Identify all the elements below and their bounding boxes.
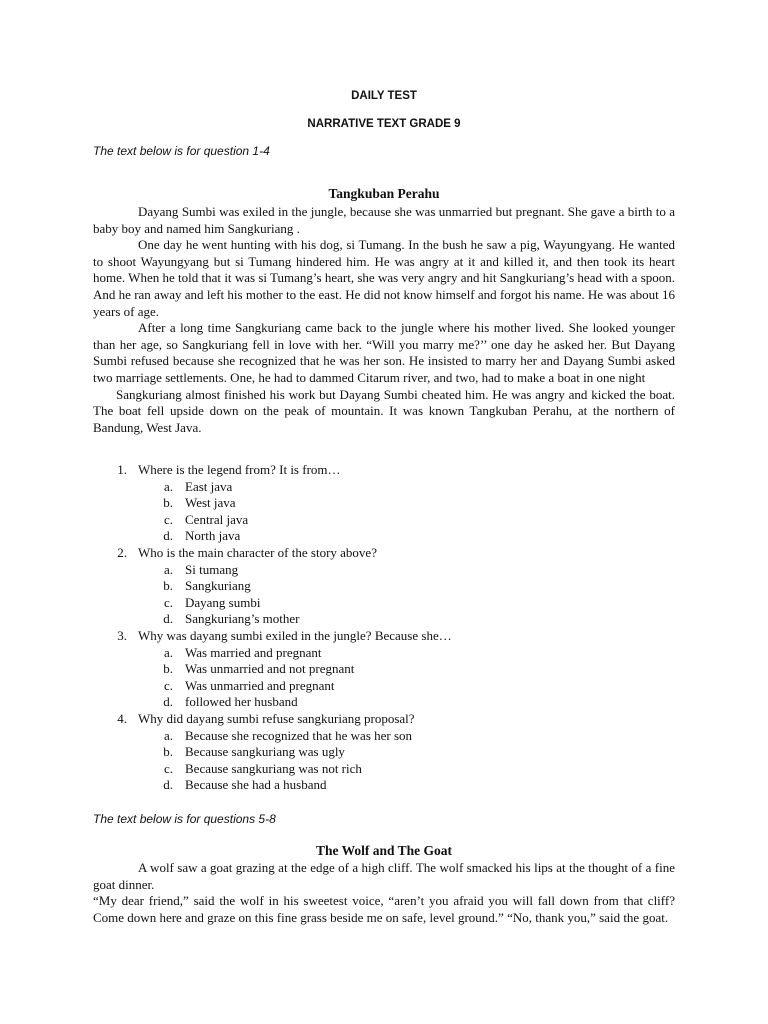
- document-subtitle: NARRATIVE TEXT GRADE 9: [307, 118, 461, 130]
- story2-paragraph: A wolf saw a goat grazing at the edge of a high cliff. The wolf smacked his lips at the thought of a fine goat dinner.: [93, 860, 675, 892]
- option-letter: d.: [163, 528, 173, 544]
- question-text: Who is the main character of the story above?: [138, 544, 377, 560]
- option-letter: d.: [163, 777, 173, 793]
- option-item: [93, 728, 653, 745]
- question-item: [93, 545, 653, 628]
- option-item: [93, 761, 653, 778]
- question-item: [93, 462, 653, 545]
- story1-title: Tangkuban Perahu: [328, 186, 440, 201]
- story1-paragraph: Sangkuriang almost finished his work but Dayang Sumbi cheated him. He was angry and kicked the boat. The boat fell upside down on the peak of mountain. It was known Tangkuban Perahu, at the northern of Bandung, West Java.: [93, 386, 675, 435]
- option-text: West java: [185, 495, 236, 511]
- option-letter: c.: [163, 594, 173, 610]
- option-text: Was unmarried and pregnant: [185, 677, 335, 693]
- option-item: [93, 694, 653, 711]
- story1-paragraph: Dayang Sumbi was exiled in the jungle, because she was unmarried but pregnant. She gave a birth to a baby boy and named him Sangkuriang .: [93, 204, 675, 236]
- story2-paragraph: “My dear friend,” said the wolf in his sweetest voice, “aren’t you afraid you will fall down from that cliff? Come down here and graze on this fine grass beside me on safe, level ground.” “No, thank you,” said the goat.: [93, 893, 675, 925]
- option-text: Sangkuriang’s mother: [185, 611, 300, 627]
- option-letter: b.: [163, 495, 173, 511]
- question-item: [93, 628, 653, 711]
- question-number: 4.: [117, 710, 127, 726]
- option-item: [93, 528, 653, 545]
- question-number: 2.: [117, 544, 127, 560]
- question-text: Where is the legend from? It is from…: [138, 462, 341, 477]
- option-letter: a.: [163, 727, 173, 743]
- story1-paragraph: After a long time Sangkuriang came back to the jungle where his mother lived. She looked younger than her age, so Sangkuriang fell in love with her. “Will you marry me?’’ one day he asked her. But Dayang Sumbi refused because she recognized that he was her son. He insisted to marry her and Dayang Sumbi asked two marriage settlements. One, he had to dammed Citarum river, and two, had to make a boat in one night: [93, 320, 675, 385]
- option-text: North java: [185, 528, 241, 544]
- option-letter: a.: [163, 561, 173, 577]
- option-text: Dayang sumbi: [185, 594, 261, 610]
- section1-intro: The text below is for question 1-4: [93, 144, 270, 158]
- option-text: Central java: [185, 511, 249, 527]
- option-item: [93, 645, 653, 662]
- document-title: DAILY TEST: [351, 90, 417, 102]
- option-list: [93, 479, 653, 545]
- option-letter: b.: [163, 578, 173, 594]
- question-text: Why was dayang sumbi exiled in the jungle? Because she…: [138, 627, 452, 643]
- question-number: 3.: [117, 627, 127, 643]
- option-item: [93, 661, 653, 678]
- option-item: [93, 777, 653, 794]
- option-letter: d.: [163, 694, 173, 710]
- option-text: East java: [185, 478, 233, 494]
- option-letter: c.: [163, 760, 173, 776]
- option-item: [93, 744, 653, 761]
- section2-intro: The text below is for questions 5-8: [93, 812, 276, 826]
- story2-title: The Wolf and The Goat: [315, 843, 453, 858]
- option-item: [93, 479, 653, 496]
- option-text: Because she had a husband: [185, 777, 327, 793]
- option-text: Because she recognized that he was her son: [185, 727, 413, 743]
- option-item: [93, 595, 653, 612]
- option-list: [93, 562, 653, 628]
- option-letter: c.: [163, 511, 173, 527]
- option-text: Because sangkuriang was not rich: [185, 760, 362, 776]
- question-item: [93, 711, 653, 794]
- option-text: Sangkuriang: [185, 578, 251, 594]
- question-number: 1.: [117, 462, 127, 477]
- option-letter: c.: [163, 677, 173, 693]
- option-letter: d.: [163, 611, 173, 627]
- question-text: Why did dayang sumbi refuse sangkuriang proposal?: [138, 710, 415, 726]
- option-item: [93, 611, 653, 628]
- option-text: Si tumang: [185, 561, 239, 577]
- option-item: [93, 512, 653, 529]
- story2-body: [93, 860, 675, 926]
- option-list: [93, 728, 653, 794]
- story1-body: [93, 204, 675, 436]
- question-list: [93, 462, 653, 794]
- option-item: [93, 678, 653, 695]
- option-item: [93, 578, 653, 595]
- option-text: followed her husband: [185, 694, 298, 710]
- option-text: Was married and pregnant: [185, 644, 322, 660]
- story1-paragraph: One day he went hunting with his dog, si Tumang. In the bush he saw a pig, Wayungyang. He wanted to shoot Wayungyang but si Tumang hindered him. He was angry at it and killed it, and then took its heart home. When he told that it was si Tumang’s heart, she was very angry and hit Sangkuriang’s head with a spoon. And he ran away and left his mother to the east. He did not know himself and forgot his name. He was about 16 years of age.: [93, 237, 675, 319]
- option-text: Was unmarried and not pregnant: [185, 661, 355, 677]
- option-item: [93, 562, 653, 579]
- option-letter: a.: [163, 644, 173, 660]
- option-letter: b.: [163, 661, 173, 677]
- option-letter: a.: [163, 478, 173, 494]
- option-text: Because sangkuriang was ugly: [185, 744, 345, 760]
- option-item: [93, 495, 653, 512]
- option-letter: b.: [163, 744, 173, 760]
- option-list: [93, 645, 653, 711]
